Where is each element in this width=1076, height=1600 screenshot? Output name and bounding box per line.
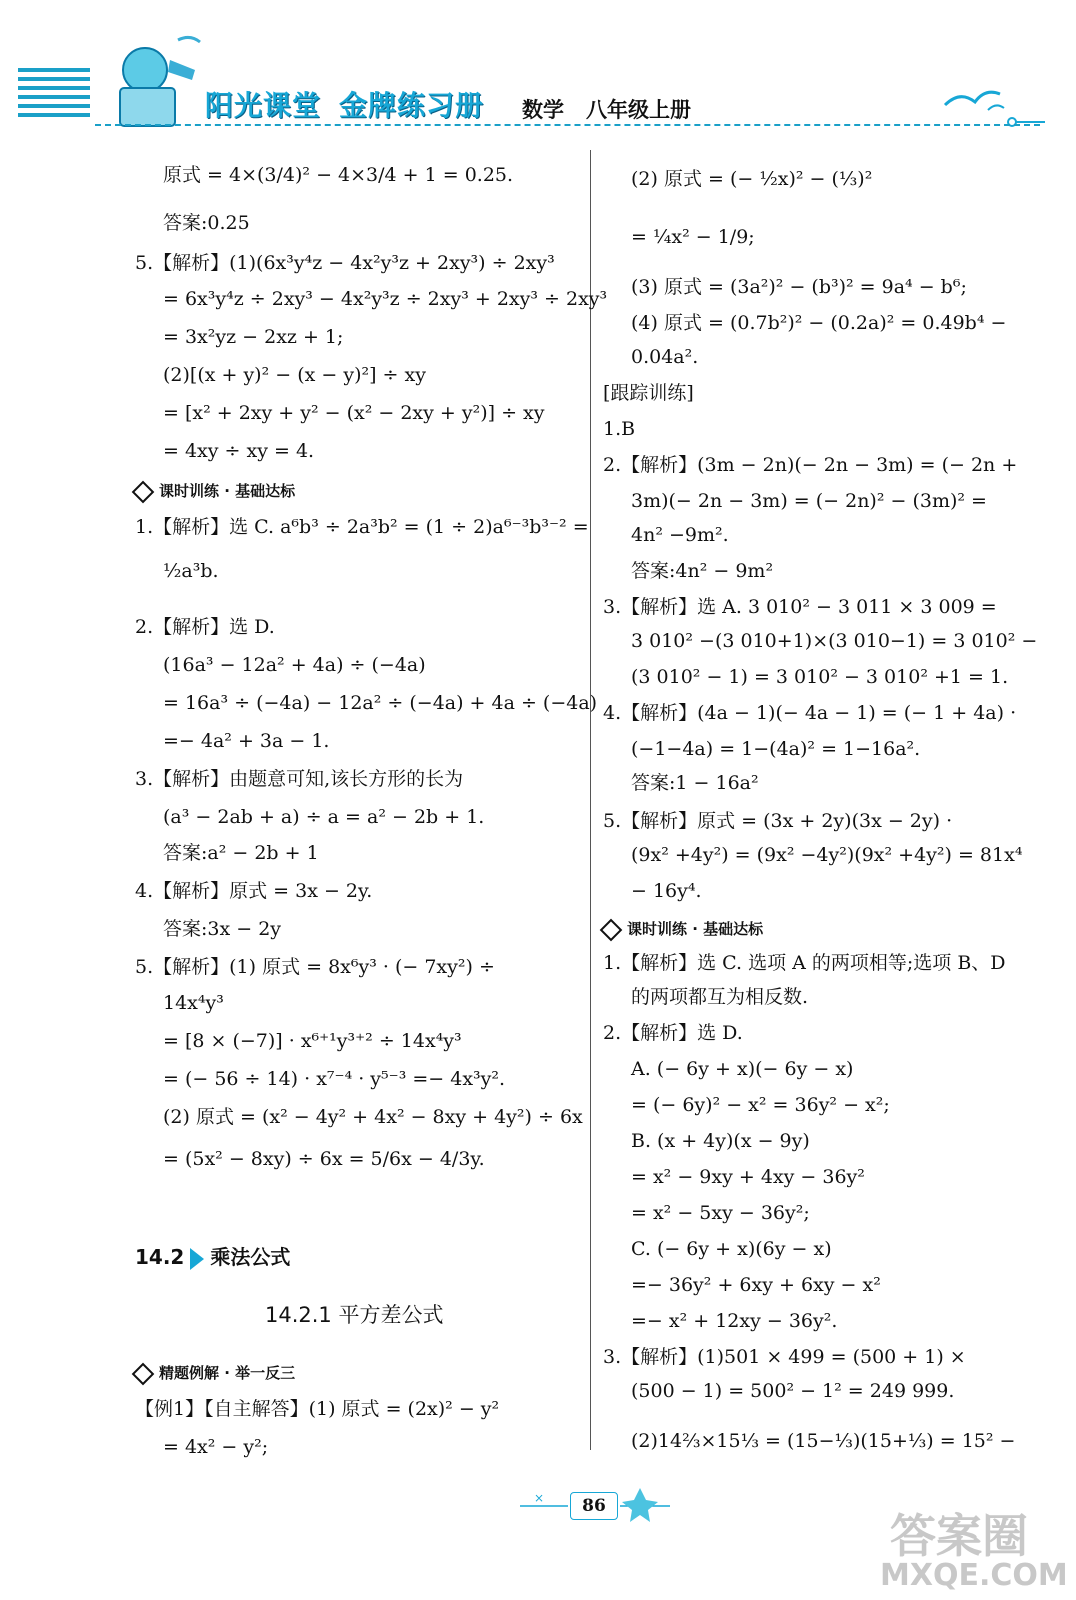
header-rule [95,124,1040,126]
section-label-text: 精题例解 · 举一反三 [159,1364,296,1382]
subsection-title: 14.2.1 平方差公式 [265,1303,444,1327]
text-line: (4) 原式 = (0.7b²)² − (0.2a)² = 0.49b⁴ − [631,312,1007,334]
text-line: = x² − 5xy − 36y²; [631,1202,810,1224]
text-line: 0.04a². [631,346,699,368]
section-label [135,1360,295,1386]
watermark-line1: 答案圈 [890,1509,1028,1563]
text-line: 原式 = 4×(3/4)² − 4×3/4 + 1 = 0.25. [163,164,514,186]
text-line: (2)[(x + y)² − (x − y)²] ÷ xy [163,364,426,386]
text-line: 的两项都互为相反数. [631,986,809,1008]
mascot-logo-icon [100,30,210,130]
text-line: = 4x² − y²; [163,1436,269,1458]
text-line: 4n² −9m². [631,524,729,546]
arrow-icon [190,1248,204,1270]
text-line: (2) 原式 = (x² − 4y² + 4x² − 8xy + 4y²) ÷ 6x [163,1106,583,1128]
column-divider [590,150,591,1450]
diamond-icon [132,1362,155,1385]
text-line: = (5x² − 8xy) ÷ 6x = 5/6x − 4/3y. [163,1148,485,1170]
text-line: = [8 × (−7)] · x⁶⁺¹y³⁺² ÷ 14x⁴y³ [163,1030,462,1052]
series-name-a: 阳光课堂 [205,89,322,122]
section-heading [135,1244,290,1270]
text-line: (−1−4a) = 1−(4a)² = 1−16a². [631,738,921,760]
text-line: (500 − 1) = 500² − 1² = 249 999. [631,1380,955,1402]
text-line: = x² − 9xy + 4xy − 36y² [631,1166,865,1188]
text-line: 3.【解析】由题意可知,该长方形的长为 [135,768,464,790]
section-label-text: 课时训练 · 基础达标 [159,482,296,500]
text-line: 3m)(− 2n − 3m) = (− 2n)² − (3m)² = [631,490,987,512]
answer-line: 答案:0.25 [163,212,250,234]
text-line: = ¼x² − 1/9; [631,226,755,248]
text-line: 14x⁴y³ [163,992,224,1014]
text-line: 3.【解析】(1)501 × 499 = (500 + 1) × [603,1346,966,1368]
grade-name: 八年级上册 [586,98,691,122]
series-name-b: 金牌练习册 [339,89,485,122]
text-line: = 3x²yz − 2xz + 1; [163,326,344,348]
diamond-icon [132,480,155,503]
answer-line: 答案:3x − 2y [163,918,282,940]
text-line: (a³ − 2ab + a) ÷ a = a² − 2b + 1. [163,806,485,828]
text-line: 2.【解析】(3m − 2n)(− 2n − 3m) = (− 2n + [603,454,1018,476]
diamond-icon [600,918,623,941]
svg-text:×: × [534,1491,545,1505]
text-line: 5.【解析】(1)(6x³y⁴z − 4x²y³z + 2xy³) ÷ 2xy³ [135,252,555,274]
text-line: 5.【解析】(1) 原式 = 8x⁶y³ · (− 7xy²) ÷ [135,956,495,978]
text-line: 4.【解析】(4a − 1)(− 4a − 1) = (− 1 + 4a) · [603,702,1017,724]
text-line: (9x² +4y²) = (9x² −4y²)(9x² +4y²) = 81x⁴ [631,844,1023,866]
text-line: =− 4a² + 3a − 1. [163,730,330,752]
text-line: 2.【解析】选 D. [135,616,275,638]
section-title: 乘法公式 [210,1245,291,1269]
text-line: 1.【解析】选 C. 选项 A 的两项相等;选项 B、D [603,952,1006,974]
text-line: (3) 原式 = (3a²)² − (b³)² = 9a⁴ − b⁶; [631,276,967,298]
text-line: = 6x³y⁴z ÷ 2xy³ − 4x²y³z ÷ 2xy³ + 2xy³ ÷ 2xy³ [163,288,608,310]
text-line: 2.【解析】选 D. [603,1022,743,1044]
series-title [205,84,502,124]
watermark-line2: MXQE.COM [880,1558,1068,1593]
text-line: = 16a³ ÷ (−4a) − 12a² ÷ (−4a) + 4a ÷ (−4a) [163,692,598,714]
text-line: − 16y⁴. [631,880,702,902]
text-line: (2)14⅔×15⅓ = (15−⅓)(15+⅓) = 15² − [631,1430,1016,1452]
text-line: C. (− 6y + x)(6y − x) [631,1238,832,1260]
section-number: 14.2 [135,1245,185,1269]
watermark [880,1500,1070,1600]
text-line: = [x² + 2xy + y² − (x² − 2xy + y²)] ÷ xy [163,402,545,424]
text-line: = (− 56 ÷ 14) · x⁷⁻⁴ · y⁵⁻³ =− 4x³y². [163,1068,506,1090]
answer-line: 答案:a² − 2b + 1 [163,842,319,864]
text-line: 3.【解析】选 A. 3 010² − 3 011 × 3 009 = [603,596,997,618]
birds-icon [940,80,1050,130]
text-line: ½a³b. [163,560,219,582]
text-line: = (− 6y)² − x² = 36y² − x²; [631,1094,890,1116]
header-stripes [18,68,90,126]
text-line: 5.【解析】原式 = (3x + 2y)(3x − 2y) · [603,810,953,832]
text-line: = 4xy ÷ xy = 4. [163,440,315,462]
subheading: [跟踪训练] [603,382,694,404]
text-line: 3 010² −(3 010+1)×(3 010−1) = 3 010² − [631,630,1038,652]
text-line: (2) 原式 = (− ½x)² − (⅓)² [631,168,873,190]
text-line: =− 36y² + 6xy + 6xy − x² [631,1274,881,1296]
section-label-text: 课时训练 · 基础达标 [627,920,764,938]
section-label [603,916,763,942]
page-header [0,0,1076,140]
text-line: B. (x + 4y)(x − 9y) [631,1130,810,1152]
subject-name: 数学 [522,98,564,122]
answer-line: 答案:4n² − 9m² [631,560,774,582]
text-line: 4.【解析】原式 = 3x − 2y. [135,880,373,902]
text-line: A. (− 6y + x)(− 6y − x) [631,1058,854,1080]
subject-label [522,94,713,124]
text-line: (3 010² − 1) = 3 010² − 3 010² +1 = 1. [631,666,1009,688]
text-line: =− x² + 12xy − 36y². [631,1310,838,1332]
section-label [135,478,295,504]
text-line: 1.【解析】选 C. a⁶b³ ÷ 2a³b² = (1 ÷ 2)a⁶⁻³b³⁻² = [135,516,589,538]
page-number: 86 [570,1492,618,1520]
text-line: 1.B [603,418,636,440]
answer-line: 答案:1 − 16a² [631,772,759,794]
text-line: 【例1】【自主解答】(1) 原式 = (2x)² − y² [135,1398,500,1420]
text-line: (16a³ − 12a² + 4a) ÷ (−4a) [163,654,426,676]
